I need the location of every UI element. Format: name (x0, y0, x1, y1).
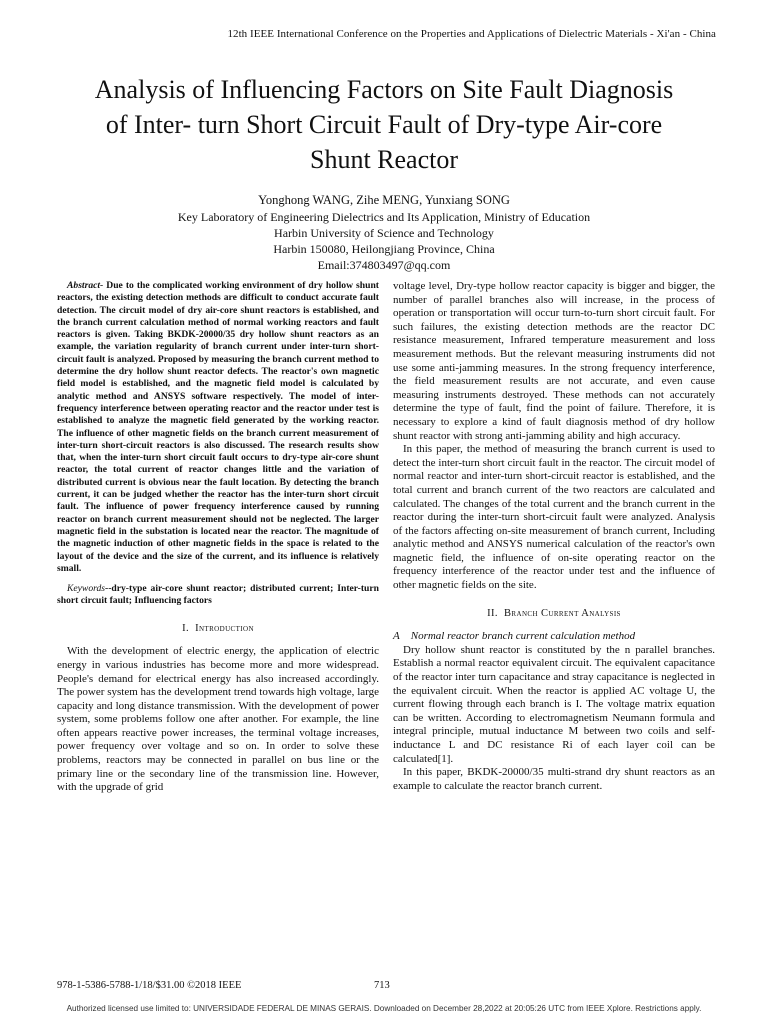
affiliation-line-2: Harbin University of Science and Technology (274, 226, 494, 240)
subsection-title: Normal reactor branch current calculation method (410, 630, 636, 643)
right-column (393, 280, 715, 793)
left-column (57, 280, 379, 795)
section-2-paragraph-2: In this paper, BKDK-20000/35 multi-strand dry shunt reactors as an example to calculate the reactor branch current. (393, 766, 715, 792)
abstract-label: Abstract- (67, 280, 104, 291)
page-number: 713 (374, 980, 390, 991)
section-number: II. (487, 607, 498, 619)
section-title: Introduction (195, 622, 254, 634)
isbn-copyright: 978-1-5386-5788-1/18/$31.00 ©2018 IEEE (57, 980, 242, 991)
affiliation-line-1: Key Laboratory of Engineering Dielectrics and Its Application, Ministry of Education (177, 210, 591, 224)
paper-title: Analysis of Influencing Factors on Site Fault Diagnosis of Inter- turn Short Circuit Fault of Dry-type Air-core Shunt Reactor (94, 75, 674, 174)
author-block (120, 192, 648, 273)
subsection-label: A (393, 630, 400, 643)
section-number: I. (182, 622, 189, 634)
keywords (57, 583, 379, 608)
section-title: Branch Current Analysis (504, 607, 621, 619)
affiliation-line-3: Harbin 150080, Heilongjiang Province, China (273, 242, 495, 256)
abstract-text: Due to the complicated working environment of dry hollow shunt reactors, the existing detection methods are difficult to conduct accurate fault detection. The circuit model of dry air-core shunt reactors is established, and the branch current calculation method of normal working reactors and fault reactors is given. Taking BKDK-20000/35 dry hollow shunt reactors as an example, the variation regularity of branch current under inter-turn short-circuit fault is analyzed. Proposed by measuring the branch current method to determine the dry hollow shunt reactor defects. The reactor's own magnetic field model is established, and the magnetic field model is calculated by analytic method and ANSYS software respectively. The model of inter-frequency interference between operating reactor and the reactor under test is established to analyze the magnetic field generated by the working reactor. The influence of other magnetic fields on the branch current measurement of inter-turn short-circuit reactors is also discussed. The research results show that, when the inter-turn short circuit fault occurs to dry-type air-core shunt reactor, the total current of reactor changes little and the variation of distributed current is obvious near the fault location. By detecting the branch current, it can be judged whether the reactor has the inter-turn short circuit fault. The influence of power frequency interference caused by running reactor on branch current measurement should not be neglected. The larger magnetic field in the substation is located near the reactor. The magnitude of the magnetic induction of other magnetic fields in the space is related to the layout of the device and the size of the current, and its influence is relatively small. (57, 280, 379, 574)
keywords-text: --dry-type air-core shunt reactor; distributed current; Inter-turn short circuit fault; Influencing factors (57, 583, 379, 607)
section-2-paragraph-1: Dry hollow shunt reactor is constituted by the n parallel branches. Establish a normal reactor equivalent circuit. The equivalent capacitance of the reactor inter turn capacitance and stray capacitance is neglected in the equivalent circuit. When the reactor is applied AC voltage U, the current flowing through each branch is I. The voltage matrix equation can be written. According to electromagnetism Neumann formula and integral principle, mutual inductance M between two coils and self-inductance L and DC resistance Ri of each layer coil can be calculated[1]. (393, 643, 715, 765)
keywords-label: Keywords (67, 583, 106, 595)
section-heading-branch-current (393, 607, 715, 621)
subsection-heading (393, 630, 715, 644)
author-email: Email:374803497@qq.com (317, 258, 451, 272)
introduction-paragraph: With the development of electric energy, the application of electric energy in various industries has become more and more widespread. People's demand for electrical energy has also increased accordingly. The power system has the development trend towards high voltage, large capacity and long distance transmission. With the development of power system, some problems follow one after another. For example, the line often appears reactive power increases, the terminal voltage increases, power frequency over voltage and so on. In order to solve these problems, reactors may be connected in parallel on bus line or the primary line or the secondary line of the transmission line. However, with the upgrade of grid (57, 645, 379, 794)
body-paragraph-2: In this paper, the method of measuring the branch current is used to detect the inter-turn short circuit fault in the reactor. The circuit model of normal reactor and inter-turn short-circuit reactor is established, and the total current and branch current of the two reactors are calculated and calculated. The changes of the total current and the branch current in the reactor during the inter-turn short-circuit fault were analyzed. Analysis of the factors affecting on-site measurement of branch current, Including analytic method and ANSYS numerical calculation of the reactor's own magnetic field, the influence of on-site operating reactor on the frequency interference of the reactor under test and the influence of other magnetic fields on the site. (393, 443, 715, 592)
abstract (57, 280, 379, 575)
conference-header: 12th IEEE International Conference on the Properties and Applications of Dielectric Materials - Xi'an - China (227, 28, 716, 40)
author-names: Yonghong WANG, Zihe MENG, Yunxiang SONG (258, 193, 510, 207)
body-paragraph-1: voltage level, Dry-type hollow reactor capacity is bigger and bigger, the number of parallel branches also will increase, in the process of operation or transportation will occur turn-to-turn short circuit fault. For such failures, the existing detection methods are the reactor DC resistance measurement, Infrared temperature measurement and loss measurement methods. But the relevant measuring instruments did not use some anti-jamming measures. In the strong frequency interference, the field measurement results are not accurate, and even cause measuring instruments destroyed. These methods can not accurately determine the type of fault, find the point of failure. Therefore, it is necessary to explore a kind of fault diagnosis method of dry hollow shunt reactor with strong anti-jamming ability and high accuracy. (393, 280, 715, 442)
license-notice: Authorized licensed use limited to: UNIVERSIDADE FEDERAL DE MINAS GERAIS. Downloaded on December 28,2022 at 20:05:26 UTC from IEEE Xplore. Restrictions apply. (66, 1004, 702, 1013)
section-heading-introduction (57, 622, 379, 636)
